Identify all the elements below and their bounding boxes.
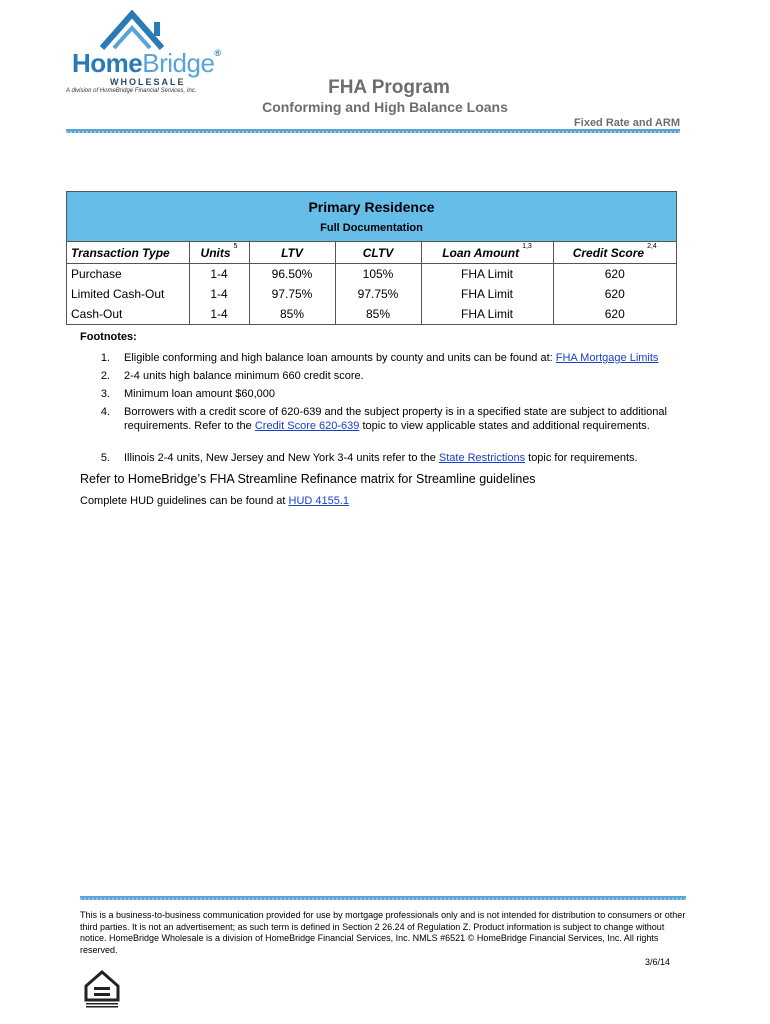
cell-units: 1-4 [189, 304, 249, 324]
homebridge-logo-wordmark: HomeBridge® [72, 48, 221, 78]
table-row [67, 284, 676, 304]
legal-disclaimer: This is a business-to-business communication provided for use by mortgage professionals only and is not intended for distribution to consumers or other third parties. It is not an advertisement; as such term is defined in Section 2 26.24 of Regulation Z. Product information is subject to change without notice. HomeBridge Wholesale is a division of HomeBridge Financial Services, Inc. NMLS #6521 © HomeBridge Financial Services, Inc. All rights reserved. [80, 910, 686, 955]
cell-units: 1-4 [189, 264, 249, 285]
documentation-heading: Full Documentation [320, 222, 423, 234]
state-restrictions-link[interactable]: State Restrictions [438, 452, 526, 464]
cell-transaction-type: Cash-Out [67, 304, 189, 324]
cell-cltv: 105% [335, 264, 421, 285]
footer-divider [80, 896, 686, 900]
cell-transaction-type: Purchase [67, 264, 189, 285]
cell-credit-score: 620 [604, 287, 625, 301]
cell-ltv: 96.50% [249, 264, 335, 285]
cell-units: 1-4 [189, 284, 249, 304]
col-units: Units $^5$ [189, 242, 249, 264]
hud-4155-link[interactable]: HUD 4155.1 [288, 495, 350, 507]
col-cltv: CLTV [335, 242, 421, 264]
revision-date: 3/6/14 [644, 957, 670, 967]
matrix-header [67, 192, 676, 242]
column-header-row [67, 242, 676, 264]
cell-loan-amount: FHA Limit [421, 284, 553, 304]
cell-cltv: 97.75% [335, 284, 421, 304]
eligibility-matrix [66, 191, 677, 325]
cell-credit-score: 620 [604, 307, 625, 321]
cell-loan-amount: FHA Limit [421, 304, 553, 324]
footnotes-title: Footnotes: [80, 331, 137, 343]
equal-housing-opportunity-icon [82, 968, 122, 1010]
product-type: Fixed Rate and ARM [574, 117, 680, 129]
cell-cltv: 85% [335, 304, 421, 324]
table-row [67, 304, 676, 324]
fha-mortgage-limits-link[interactable]: FHA Mortgage Limits [555, 352, 659, 364]
page-subtitle: Conforming and High Balance Loans [262, 99, 508, 115]
col-credit-score: Credit Score $^{2,4}$ [553, 242, 676, 264]
cell-credit-score: 620 [604, 267, 625, 281]
hud-guidelines-text: Complete HUD guidelines can be found at HUD 4155.1 [80, 495, 350, 507]
col-transaction-type: Transaction Type [67, 242, 189, 264]
homebridge-logo-house-icon [92, 10, 172, 50]
cell-loan-amount: FHA Limit [421, 264, 553, 285]
page-title: FHA Program [328, 77, 450, 98]
credit-score-620-639-link[interactable]: Credit Score 620-639 [254, 420, 360, 432]
logo-wholesale: WHOLESALE [110, 77, 186, 87]
col-ltv: LTV [249, 242, 335, 264]
cell-transaction-type: Limited Cash-Out [67, 284, 189, 304]
occupancy-heading: Primary Residence [308, 199, 435, 215]
cell-ltv: 85% [249, 304, 335, 324]
col-loan-amount: Loan Amount $^{1,3}$ [421, 242, 553, 264]
table-row [67, 264, 676, 285]
logo-division-text: A division of HomeBridge Financial Services, Inc. [66, 88, 197, 94]
streamline-reference: Refer to HomeBridge’s FHA Streamline Refinance matrix for Streamline guidelines [80, 472, 536, 486]
cell-ltv: 97.75% [249, 284, 335, 304]
header-divider [66, 129, 680, 133]
